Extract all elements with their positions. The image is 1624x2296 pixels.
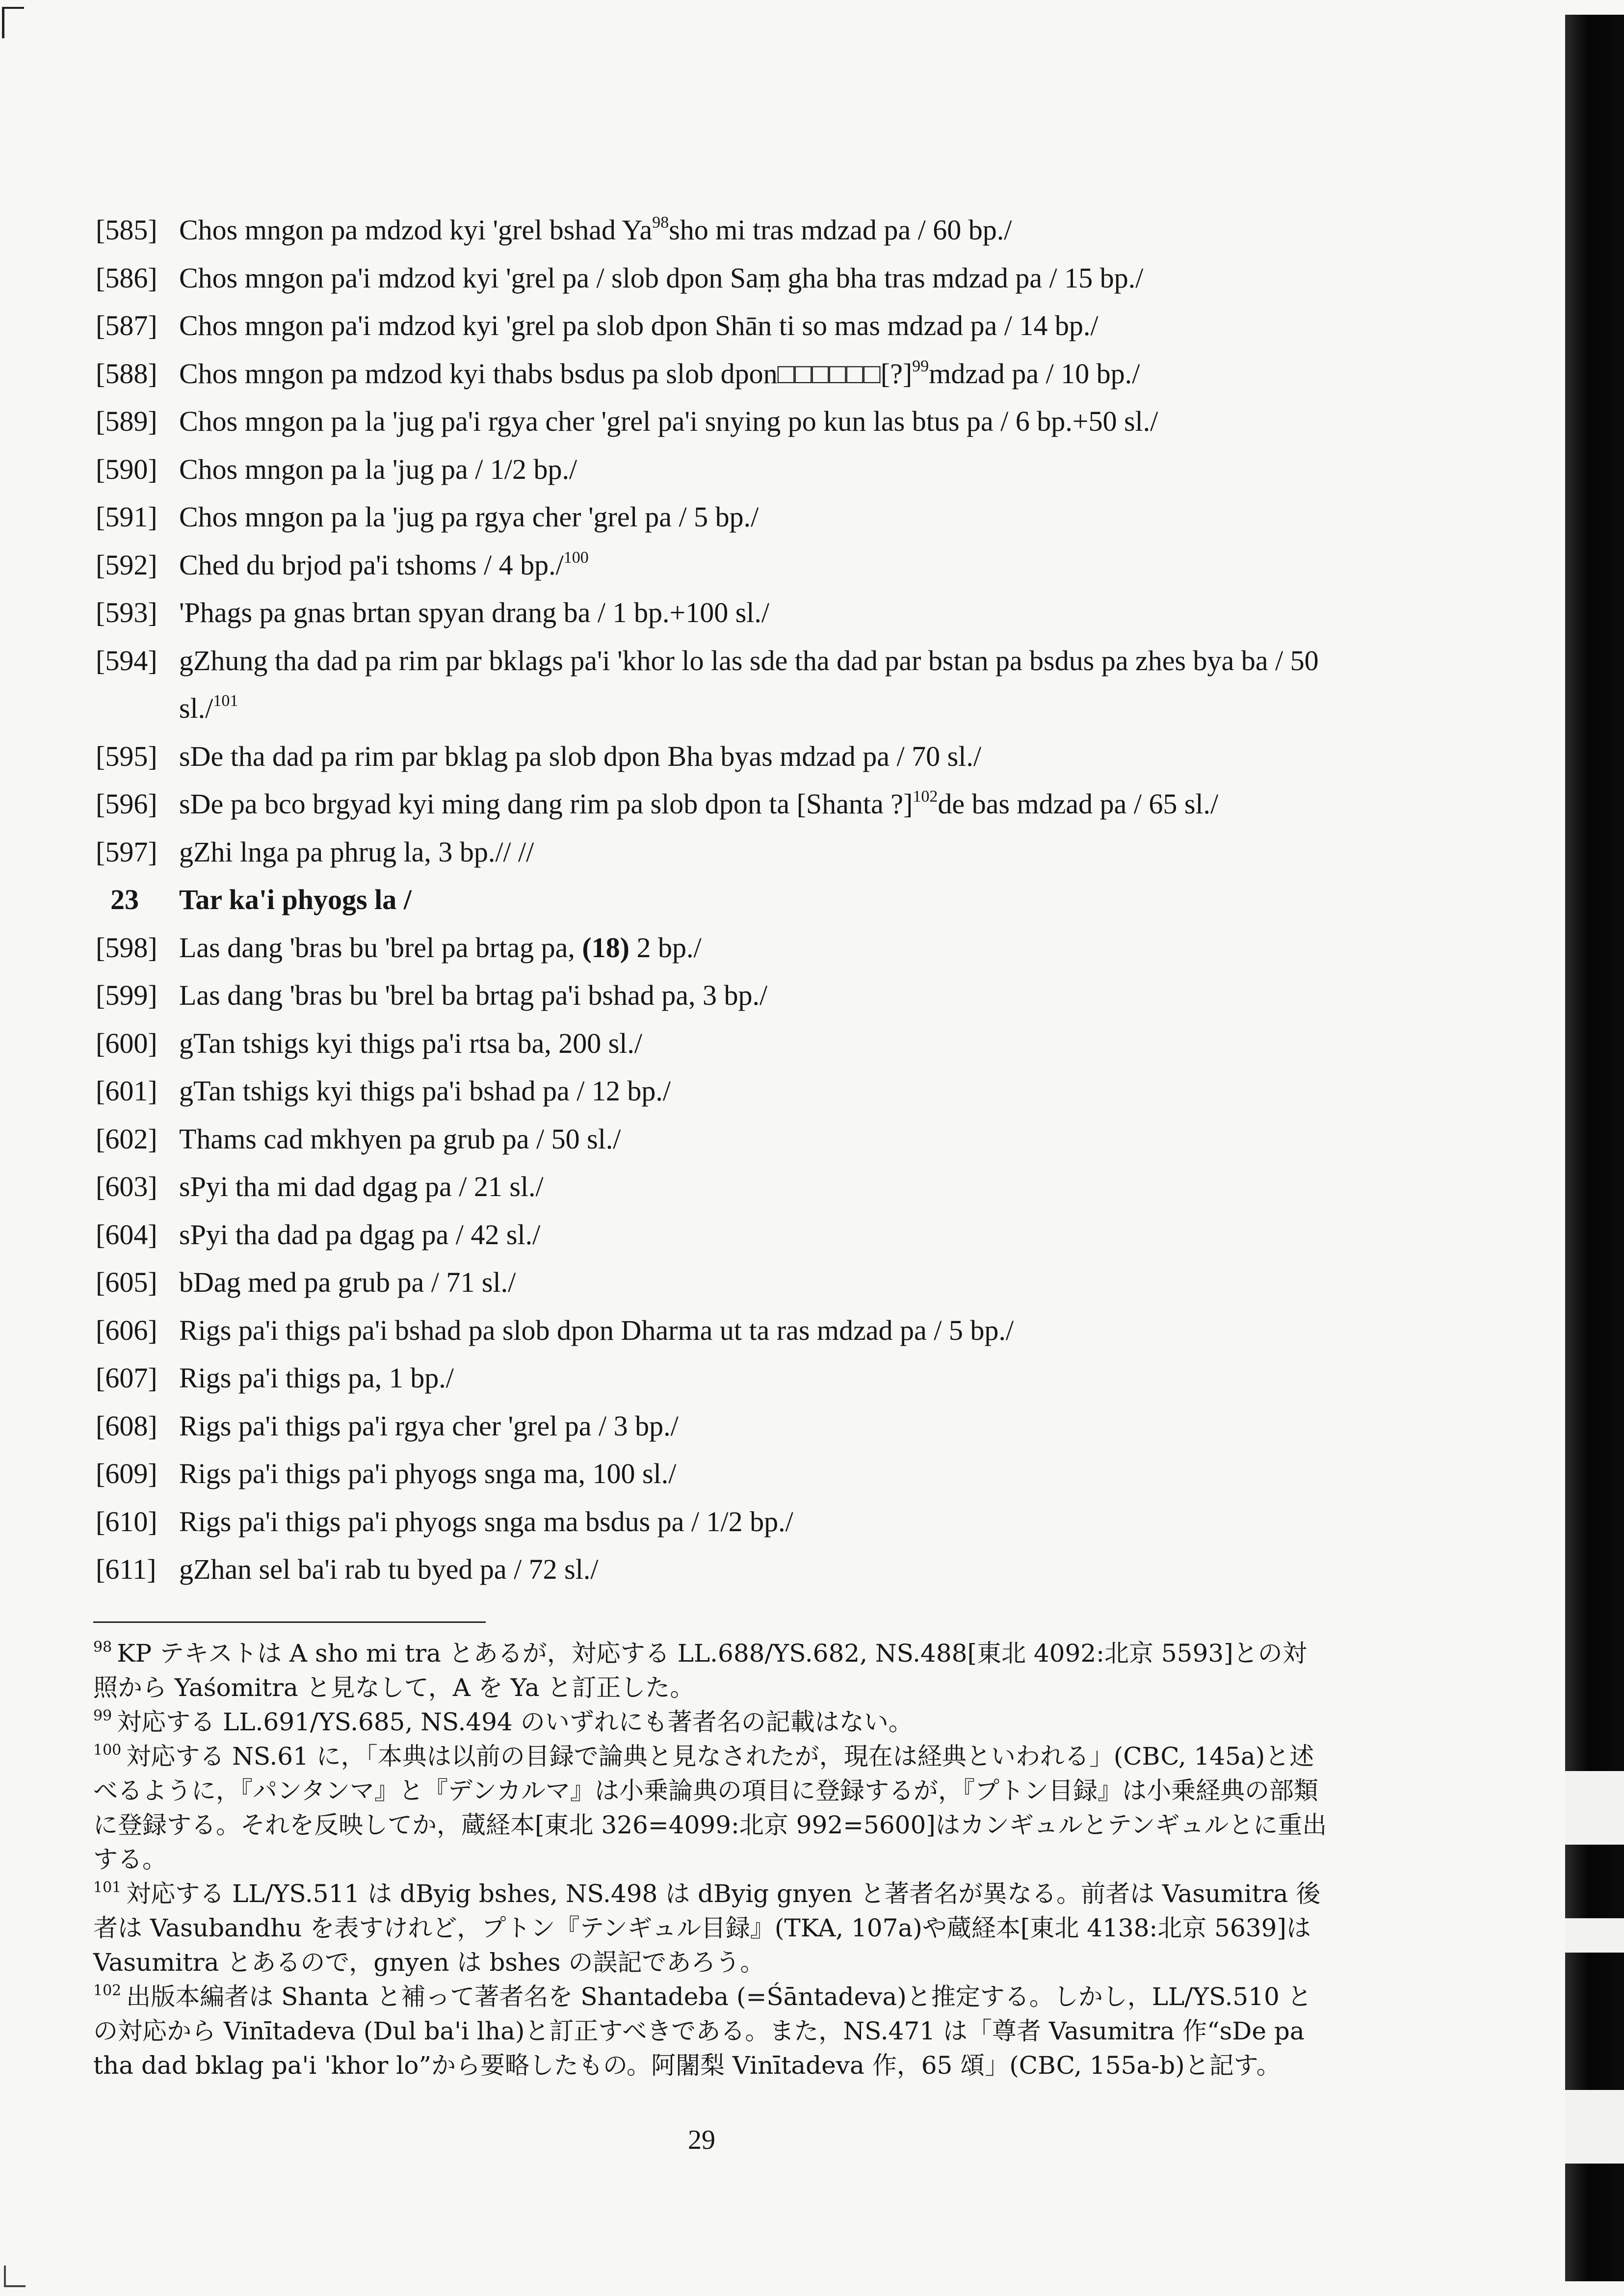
entry-text bbox=[179, 1498, 1332, 1546]
entry-title: Rigs pa'i thigs pa, 1 bp./ bbox=[179, 1362, 454, 1394]
entry-title: gZhi lnga pa phrug la, 3 bp.// // bbox=[179, 835, 534, 868]
footnote-ref: 98 bbox=[652, 213, 669, 232]
footnote-number: 100 bbox=[93, 1742, 122, 1759]
entry-number: [591] bbox=[96, 501, 157, 533]
entry-text bbox=[179, 780, 1332, 828]
entry-text bbox=[179, 1258, 1332, 1306]
catalog-entry bbox=[96, 493, 1332, 541]
footnote bbox=[93, 1705, 1330, 1739]
footnotes bbox=[93, 1636, 1330, 2083]
entry-text bbox=[179, 971, 1332, 1019]
entry-number: [611] bbox=[96, 1553, 157, 1585]
entry-text bbox=[179, 445, 1332, 494]
entry-number: [593] bbox=[96, 597, 157, 628]
entry-number: [594] bbox=[96, 644, 157, 677]
catalog-entry bbox=[96, 1258, 1332, 1306]
entry-number: [601] bbox=[96, 1075, 157, 1107]
entry-title: gZhan sel ba'i rab tu byed pa / 72 sl./ bbox=[179, 1553, 599, 1585]
entry-number: [597] bbox=[96, 835, 157, 868]
section-heading bbox=[96, 876, 1332, 924]
entry-title: Rigs pa'i thigs pa'i phyogs snga ma bsdus pa / 1/2 bp./ bbox=[179, 1505, 793, 1538]
entry-text bbox=[179, 1545, 1332, 1593]
footnote bbox=[93, 1636, 1330, 1705]
catalog-entry bbox=[96, 1019, 1332, 1068]
footnote-ref: 99 bbox=[912, 357, 929, 375]
entry-title: Thams cad mkhyen pa grub pa / 50 sl./ bbox=[179, 1122, 621, 1155]
entry-title: Tar ka'i phyogs la / bbox=[179, 884, 412, 915]
footnote-text: 対応する LL.691/YS.685, NS.494 のいずれにも著者名の記載はない。 bbox=[117, 1708, 913, 1736]
entry-text bbox=[179, 206, 1332, 254]
catalog-entry bbox=[96, 1163, 1332, 1211]
entry-title: gTan tshigs kyi thigs pa'i bshad pa / 12 bp./ bbox=[179, 1075, 671, 1107]
entry-number: [598] bbox=[96, 931, 157, 964]
entry-title: Chos mngon pa la 'jug pa / 1/2 bp./ bbox=[179, 453, 577, 485]
catalog-entry bbox=[96, 1211, 1332, 1259]
entry-number: [590] bbox=[96, 453, 157, 485]
catalog-entry bbox=[96, 971, 1332, 1019]
entry-number: [609] bbox=[96, 1458, 157, 1489]
catalog-entry bbox=[96, 541, 1332, 589]
catalog-entry bbox=[96, 206, 1332, 254]
entry-title: bDag med pa grub pa / 71 sl./ bbox=[179, 1266, 516, 1298]
entry-title: sPyi tha mi dad dgag pa / 21 sl./ bbox=[179, 1171, 544, 1202]
crop-mark-bottom bbox=[4, 2266, 26, 2287]
entry-title: Chos mngon pa la 'jug pa'i rgya cher 'grel pa'i snying po kun las btus pa / 6 bp.+50 sl./ bbox=[179, 405, 1158, 437]
entry-title-rest: de bas mdzad pa / 65 sl./ bbox=[938, 788, 1219, 820]
entry-title: Chos mngon pa mdzod kyi 'grel bshad Ya bbox=[179, 214, 653, 246]
catalog-entry bbox=[96, 1402, 1332, 1450]
entry-text bbox=[179, 1402, 1332, 1450]
entry-number: [592] bbox=[96, 548, 157, 581]
footnote-text: 対応する LL/YS.511 は dByig bshes, NS.498 は dByig gnyen と著者名が異なる。前者は Vasumitra 後者は Vasubandhu を表すけれど，プトン『テンギュル目録』(TKA, 107a)や蔵経本[東北 4138:北京 5639]は Vasumitra とあるので，gnyen は bshes の誤記であろう。 bbox=[93, 1879, 1321, 1977]
catalog-entry bbox=[96, 254, 1332, 302]
entry-title-rest: mdzad pa / 10 bp./ bbox=[929, 357, 1140, 390]
entry-text bbox=[179, 637, 1337, 732]
entry-number: 23 bbox=[110, 884, 139, 915]
entry-number: [605] bbox=[96, 1266, 157, 1298]
entry-text bbox=[179, 876, 1332, 924]
catalog-entry bbox=[96, 1545, 1332, 1593]
entry-text bbox=[179, 589, 1332, 637]
entry-title: Chos mngon pa mdzod kyi thabs bsdus pa slob dpon□□□□□□[?] bbox=[179, 357, 913, 390]
entry-text bbox=[179, 302, 1332, 350]
entry-text bbox=[179, 397, 1332, 445]
entry-number: [585] bbox=[96, 214, 157, 246]
footnote-text: KP テキストは A sho mi tra とあるが，対応する LL.688/YS.682, NS.488[東北 4092:北京 5593]との対照から Yaśomitra と見なして，A を Ya と訂正した。 bbox=[93, 1639, 1307, 1702]
catalog-entry bbox=[96, 1115, 1332, 1163]
entry-title-rest: sho mi tras mdzad pa / 60 bp./ bbox=[669, 214, 1012, 246]
catalog-entry bbox=[96, 302, 1332, 350]
catalog-entry bbox=[96, 637, 1332, 732]
entry-title: gTan tshigs kyi thigs pa'i rtsa ba, 200 sl./ bbox=[179, 1027, 643, 1059]
entry-text bbox=[179, 1450, 1332, 1498]
entry-text bbox=[179, 1306, 1332, 1355]
footnote bbox=[93, 1739, 1330, 1877]
footnote-number: 98 bbox=[93, 1639, 112, 1656]
entry-title: gZhung tha dad pa rim par bklags pa'i 'khor lo las sde tha dad par bstan pa bsdus pa zhes bya ba / 50 sl./ bbox=[179, 644, 1319, 724]
entry-number: [607] bbox=[96, 1362, 157, 1394]
entry-text bbox=[179, 1067, 1332, 1115]
entry-number: [595] bbox=[96, 740, 157, 772]
entry-number: [596] bbox=[96, 788, 157, 820]
entry-title: Rigs pa'i thigs pa'i rgya cher 'grel pa / 3 bp./ bbox=[179, 1409, 679, 1442]
catalog-entry bbox=[96, 732, 1332, 781]
entry-text bbox=[179, 924, 1332, 972]
footnote-ref: 101 bbox=[213, 692, 238, 710]
catalog-entry bbox=[96, 1354, 1332, 1402]
entry-title: Las dang 'bras bu 'brel ba brtag pa'i bshad pa, 3 bp./ bbox=[179, 979, 768, 1011]
catalog-entry bbox=[96, 1306, 1332, 1355]
entry-number: [606] bbox=[96, 1314, 157, 1346]
entry-title: Chos mngon pa'i mdzod kyi 'grel pa slob dpon Shān ti so mas mdzad pa / 14 bp./ bbox=[179, 310, 1099, 341]
catalog-entry bbox=[96, 445, 1332, 494]
entry-text bbox=[179, 1115, 1332, 1163]
entry-text bbox=[179, 1211, 1332, 1259]
entry-text bbox=[179, 1163, 1332, 1211]
entry-number: [589] bbox=[96, 405, 157, 437]
catalog-entry bbox=[96, 1450, 1332, 1498]
entry-title: sDe pa bco brgyad kyi ming dang rim pa slob dpon ta [Shanta ?] bbox=[179, 788, 913, 820]
entry-text bbox=[179, 493, 1332, 541]
footnote bbox=[93, 1877, 1330, 1980]
scan-edge-shadow bbox=[1565, 15, 1624, 2281]
entry-title: Chos mngon pa'i mdzod kyi 'grel pa / slob dpon Saṃ gha bha tras mdzad pa / 15 bp./ bbox=[179, 261, 1144, 294]
entry-title: Chos mngon pa la 'jug pa rgya cher 'grel pa / 5 bp./ bbox=[179, 501, 759, 533]
entry-text bbox=[179, 541, 1332, 589]
footnote bbox=[93, 1980, 1330, 2083]
entry-number: [600] bbox=[96, 1027, 157, 1059]
entry-number: [587] bbox=[96, 310, 157, 341]
entry-number: [604] bbox=[96, 1218, 157, 1251]
catalog-entry bbox=[96, 780, 1332, 828]
catalog-entry bbox=[96, 1498, 1332, 1546]
entry-number: [603] bbox=[96, 1171, 157, 1202]
footnote-ref: 102 bbox=[913, 787, 938, 806]
entry-text bbox=[179, 254, 1332, 302]
catalog-entry bbox=[96, 1067, 1332, 1115]
footnote-rule bbox=[93, 1621, 486, 1623]
entry-title: sPyi tha dad pa dgag pa / 42 sl./ bbox=[179, 1218, 541, 1251]
catalog-entry bbox=[96, 828, 1332, 876]
entry-text bbox=[179, 1019, 1332, 1068]
entry-title: Ched du brjod pa'i tshoms / 4 bp./ bbox=[179, 548, 564, 581]
entry-bold-ref: (18) bbox=[582, 931, 629, 964]
entry-number: [610] bbox=[96, 1505, 157, 1538]
entry-title: Rigs pa'i thigs pa'i phyogs snga ma, 100 sl./ bbox=[179, 1458, 677, 1489]
entry-text bbox=[179, 1354, 1332, 1402]
entry-title: Rigs pa'i thigs pa'i bshad pa slob dpon Dharma ut ta ras mdzad pa / 5 bp./ bbox=[179, 1314, 1014, 1346]
catalog-entry bbox=[96, 924, 1332, 972]
crop-mark-top bbox=[2, 7, 24, 38]
entry-title: 'Phags pa gnas brtan spyan drang ba / 1 bp.+100 sl./ bbox=[179, 597, 769, 628]
footnote-number: 101 bbox=[93, 1879, 122, 1896]
catalog-entry bbox=[96, 350, 1332, 398]
entry-text bbox=[179, 350, 1332, 398]
page-number: 29 bbox=[688, 2125, 715, 2155]
footnote-text: 出版本編者は Shanta と補って著者名を Shantadeba (=Śāntadeva)と推定する。しかし，LL/YS.510 との対応から Vinītadeva (Dul ba'i lha)と訂正すべきである。また，NS.471 は「尊者 Vasumitra 作“sDe pa tha dad bklag pa'i 'khor lo”から要略したもの。阿闍梨 Vinītadeva 作，65 頌」(CBC, 155a-b)と記す。 bbox=[93, 1983, 1312, 2080]
footnote-number: 102 bbox=[93, 1982, 122, 1999]
entry-text bbox=[179, 828, 1332, 876]
entry-number: [586] bbox=[96, 261, 157, 294]
footnote-text: 対応する NS.61 に，「本典は以前の目録で論典と見なされたが，現在は経典といわれる」(CBC, 145a)と述べるように，『パンタンマ』と『デンカルマ』は小乗論典の項目に登録するが，『プトン目録』は小乗経典の部類に登録する。それを反映してか，蔵経本[東北 326=4099:北京 992=5600]はカンギュルとテンギュルとに重出する。 bbox=[93, 1742, 1327, 1874]
catalog-entry bbox=[96, 589, 1332, 637]
footnote-ref: 100 bbox=[563, 548, 589, 567]
entry-number: [608] bbox=[96, 1409, 157, 1442]
entry-number: [602] bbox=[96, 1122, 157, 1155]
catalog-entry bbox=[96, 397, 1332, 445]
entry-number: [599] bbox=[96, 979, 157, 1011]
catalog-entries bbox=[96, 206, 1332, 1593]
entry-title-rest: 2 bp./ bbox=[629, 931, 702, 964]
entry-number: [588] bbox=[96, 357, 157, 390]
footnote-number: 99 bbox=[93, 1707, 112, 1724]
entry-text bbox=[179, 732, 1332, 781]
entry-title: sDe tha dad pa rim par bklag pa slob dpon Bha byas mdzad pa / 70 sl./ bbox=[179, 740, 981, 772]
entry-title: Las dang 'bras bu 'brel pa brtag pa, bbox=[179, 931, 582, 964]
